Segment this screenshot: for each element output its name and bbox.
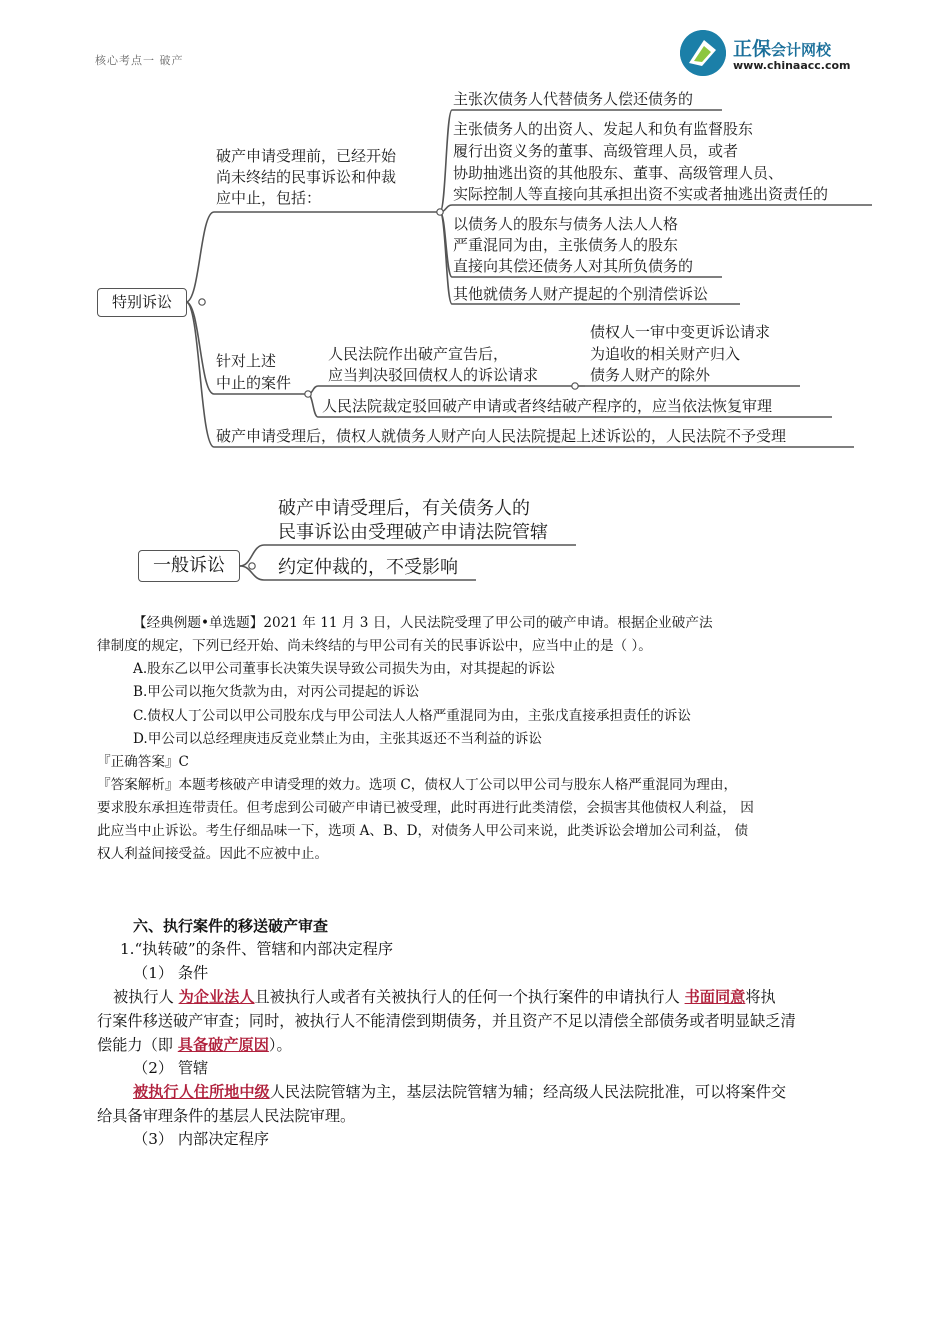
cond-text-c: 将执 [745,988,776,1006]
branch1-item2-line1: 主张债务人的出资人、发起人和负有监督股东 [453,120,754,138]
question-analysis-line1: 『答案解析』本题考核破产申请受理的效力。选项 C，债权人丁公司以甲公司与股东人格严重混同为理由， [97,777,738,793]
cond-highlight-cause: 具备破产原因 [177,1036,269,1054]
cond-text-d: 偿能力（即 [97,1036,178,1054]
branch2-sub1-line1: 人民法院作出破产宣告后， [328,345,509,363]
branch1-item2-line3: 协助抽逃出资的其他股东、董事、高级管理人员、 [453,164,784,182]
jurisdiction-label: （2） 管辖 [133,1059,209,1077]
question-answer: 『正确答案』C [97,754,189,770]
cond-highlight-consent: 书面同意 [684,988,746,1006]
branch1-item2-line2: 履行出资义务的董事、高级管理人员，或者 [453,142,739,160]
branch1-item1: 主张次债务人代替债务人偿还债务的 [453,90,694,108]
branch1-item4: 其他就债务人财产提起的个别清偿诉讼 [453,285,709,303]
question-analysis-line4: 权人利益间接受益。因此不应被中止。 [97,846,329,862]
section6-title: 六、执行案件的移送破产审查 [133,917,329,935]
question-option-c: C.债权人丁公司以甲公司股东戊与甲公司法人人格严重混同为由，主张戊直接承担责任的诉讼 [133,708,691,724]
question-stem-line1: 【经典例题•单选题】2021 年 11 月 3 日，人民法院受理了甲公司的破产申请。根据企业破产法 [133,615,713,631]
jur-text: 人民法院管辖为主，基层法院管辖为辅；经高级人民法院批准，可以将案件交 [269,1083,787,1101]
general-item2: 约定仲裁的，不受影响 [278,557,458,578]
question-option-a: A.股东乙以甲公司董事长决策失误导致公司损失为由，对其提起的诉讼 [133,661,555,677]
branch2-sub1-child-line2: 为追收的相关财产归入 [590,345,741,363]
condition-para-line3 [97,1034,292,1057]
cond-text-e: ）。 [268,1036,292,1054]
branch3: 破产申请受理后，债权人就债务人财产向人民法院提起上述诉讼的，人民法院不予受理 [216,427,787,445]
branch1-item2-line4: 实际控制人等直接向其承担出资不实或者抽逃出资责任的 [453,185,829,203]
question-option-d: D.甲公司以总经理庚违反竞业禁止为由，主张其返还不当利益的诉讼 [133,731,542,747]
header-left-text: 核心考点一 破产 [95,54,184,67]
branch2-label-line2: 中止的案件 [216,374,292,392]
branch1-item3-line2: 严重混同为由，主张债务人的股东 [453,236,679,254]
cond-text-a: 被执行人 [113,988,179,1006]
brand-main: 正保 [733,38,772,60]
condition-para-line2: 行案件移送破产审查；同时，被执行人不能清偿到期债务，并且资产不足以清偿全部债务或者明显缺乏清 [97,1012,796,1030]
section6-sub1: 1.“执转破”的条件、管辖和内部决定程序 [120,940,394,958]
mindmap-root-special: 特别诉讼 [97,288,187,317]
branch1-item3-line1: 以债务人的股东与债务人法人人格 [453,215,679,233]
branch2-sub1-line2: 应当判决驳回债权人的诉讼请求 [328,366,539,384]
procedure-label: （3） 内部决定程序 [133,1130,269,1148]
question-stem-line2: 律制度的规定，下列已经开始、尚未终结的与甲公司有关的民事诉讼中，应当中止的是（ ）。 [97,638,652,654]
cond-text-b: 且被执行人或者有关被执行人的任何一个执行案件的申请执行人 [254,988,685,1006]
mindmap-root-general: 一般诉讼 [138,550,240,582]
branch1-item3-line3: 直接向其偿还债务人对其所负债务的 [453,257,694,275]
condition-label: （1） 条件 [133,964,209,982]
branch2-sub1-child-line3: 债务人财产的除外 [590,366,711,384]
question-analysis-line3: 此应当中止诉讼。考生仔细品味一下，选项 A、B、D，对债务人甲公司来说，此类诉讼会增加公司利益， 债 [97,823,749,839]
jur-highlight-court: 被执行人住所地中级 [133,1083,270,1101]
branch1-label-line2: 尚未终结的民事诉讼和仲裁 [216,168,397,186]
general-item1-line2: 民事诉讼由受理破产申请法院管辖 [278,522,548,543]
general-item1-line1: 破产申请受理后，有关债务人的 [278,498,530,519]
branch1-label-line1: 破产申请受理前，已经开始 [216,147,397,165]
branch2-sub2: 人民法院裁定驳回破产申请或者终结破产程序的，应当依法恢复审理 [322,397,773,415]
brand-sub: 会计网校 [771,41,832,59]
branch2-sub1-child-line1: 债权人一审中变更诉讼请求 [590,323,771,341]
cond-highlight-enterprise: 为企业法人 [178,988,255,1006]
condition-para-line1 [113,986,776,1009]
jurisdiction-para-line2: 给具备审理条件的基层人民法院审理。 [97,1107,356,1125]
question-option-b: B.甲公司以拖欠货款为由，对丙公司提起的诉讼 [133,684,420,700]
branch2-label-line1: 针对上述 [216,352,277,370]
brand-url: www.chinaacc.com [733,59,851,72]
question-analysis-line2: 要求股东承担连带责任。但考虑到公司破产申请已被受理，此时再进行此类清偿，会损害其他债权人利益， 因 [97,800,754,816]
jurisdiction-para-line1 [133,1081,786,1104]
branch1-label-line3: 应中止，包括： [216,189,322,207]
